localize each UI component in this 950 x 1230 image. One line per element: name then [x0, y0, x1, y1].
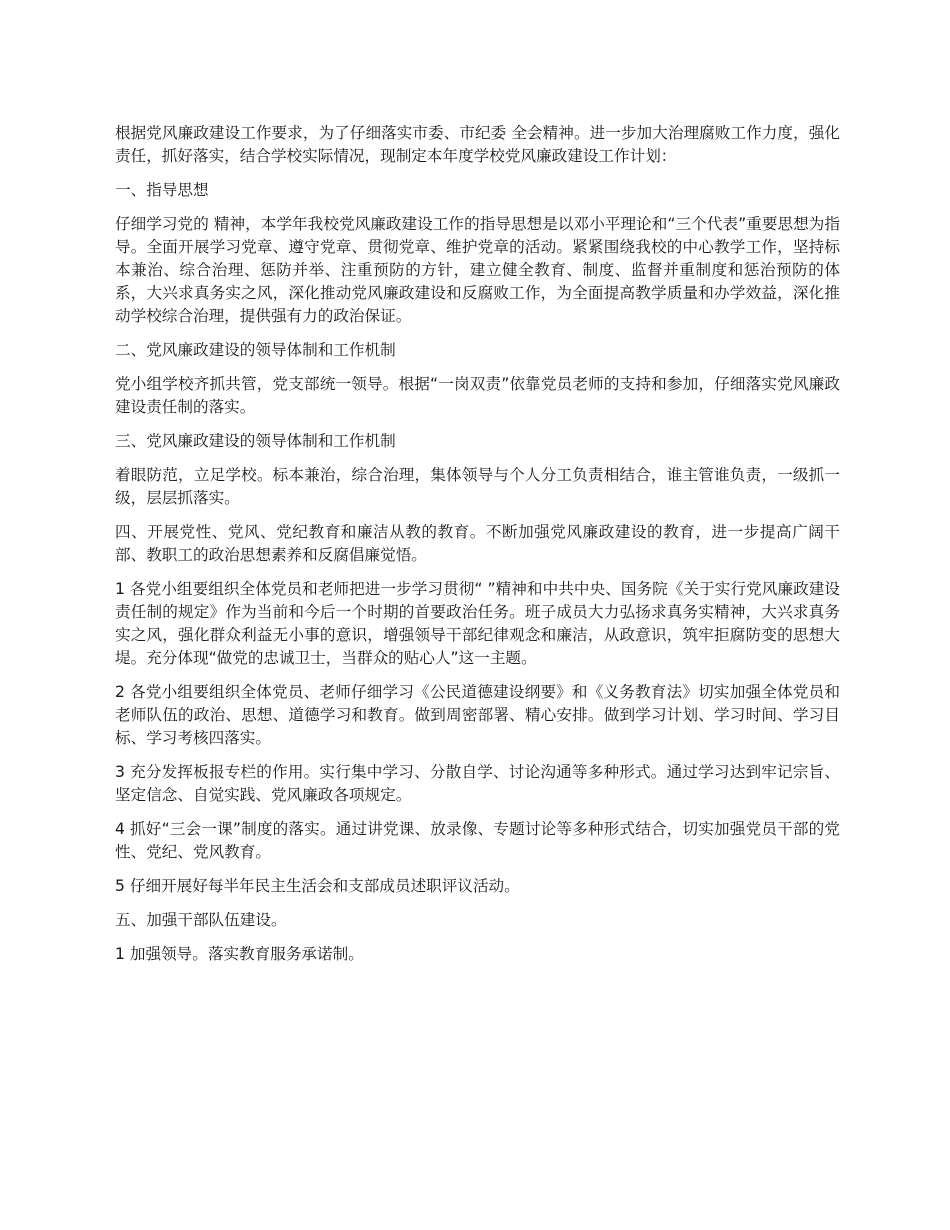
list-item-1: 1 各党小组要组织全体党员和老师把进一步学习贯彻“ ”精神和中共中央、国务院《关于实行党风廉政建设责任制的规定》作为当前和今后一个时期的首要政治任务。班子成员大力弘扬求真务实精神，大兴求真务实之风，强化群众利益无小事的意识，增强领导干部纪律观念和廉洁，从政意识，筑牢拒腐防变的思想大堤。充分体现“做党的忠诚卫士，当群众的贴心人”这一主题。 — [115, 580, 840, 667]
section-heading-leadership-system: 二、党风廉政建设的领导体制和工作机制 — [115, 341, 396, 359]
list-item-3: 3 充分发挥板报专栏的作用。实行集中学习、分散自学、讨论沟通等多种形式。通过学习达到牢记宗旨、坚定信念、自觉实践、党风廉政各项规定。 — [115, 763, 840, 804]
leadership-system-paragraph: 党小组学校齐抓共管，党支部统一领导。根据“一岗双责”依靠党员老师的支持和参加，仔细落实党风廉政建设责任制的落实。 — [115, 375, 840, 416]
section-heading-guiding-ideology: 一、指导思想 — [115, 181, 209, 199]
intro-paragraph: 根据党风廉政建设工作要求，为了仔细落实市委、市纪委 全会精神。进一步加大治理腐败工作力度，强化责任，抓好落实，结合学校实际情况，现制定本年度学校党风廉政建设工作计划： — [115, 124, 840, 165]
document-page — [115, 122, 840, 977]
cadre-list-item-1: 1 加强领导。落实教育服务承诺制。 — [115, 945, 364, 963]
guiding-ideology-paragraph: 仔细学习党的 精神，本学年我校党风廉政建设工作的指导思想是以邓小平理论和“三个代表”重要思想为指导。全面开展学习党章、遵守党章、贯彻党章、维护党章的活动。紧紧围绕我校的中心教学工作，坚持标本兼治、综合治理、惩防并举、注重预防的方针，建立健全教育、制度、监督并重制度和惩治预防的体系，大兴求真务实之风，深化推动党风廉政建设和反腐败工作，为全面提高教学质量和办学效益，深化推动学校综合治理，提供强有力的政治保证。 — [115, 215, 840, 325]
list-item-5: 5 仔细开展好每半年民主生活会和支部成员述职评议活动。 — [115, 877, 520, 895]
section-heading-cadre-building: 五、加强干部队伍建设。 — [115, 911, 287, 929]
prevention-paragraph: 着眼防范，立足学校。标本兼治，综合治理，集体领导与个人分工负责相结合，谁主管谁负责，一级抓一级，层层抓落实。 — [115, 466, 840, 507]
section-heading-leadership-system-repeat: 三、党风廉政建设的领导体制和工作机制 — [115, 432, 396, 450]
list-item-4: 4 抓好“三会一课”制度的落实。通过讲党课、放录像、专题讨论等多种形式结合，切实加强党员干部的党性、党纪、党风教育。 — [115, 820, 840, 861]
list-item-2: 2 各党小组要组织全体党员、老师仔细学习《公民道德建设纲要》和《义务教育法》切实加强全体党员和老师队伍的政治、思想、道德学习和教育。做到周密部署、精心安排。做到学习计划、学习时间、学习目标、学习考核四落实。 — [115, 683, 840, 747]
section-four-paragraph: 四、开展党性、党风、党纪教育和廉洁从教的教育。不断加强党风廉政建设的教育，进一步提高广阔干部、教职工的政治思想素养和反腐倡廉觉悟。 — [115, 523, 840, 564]
